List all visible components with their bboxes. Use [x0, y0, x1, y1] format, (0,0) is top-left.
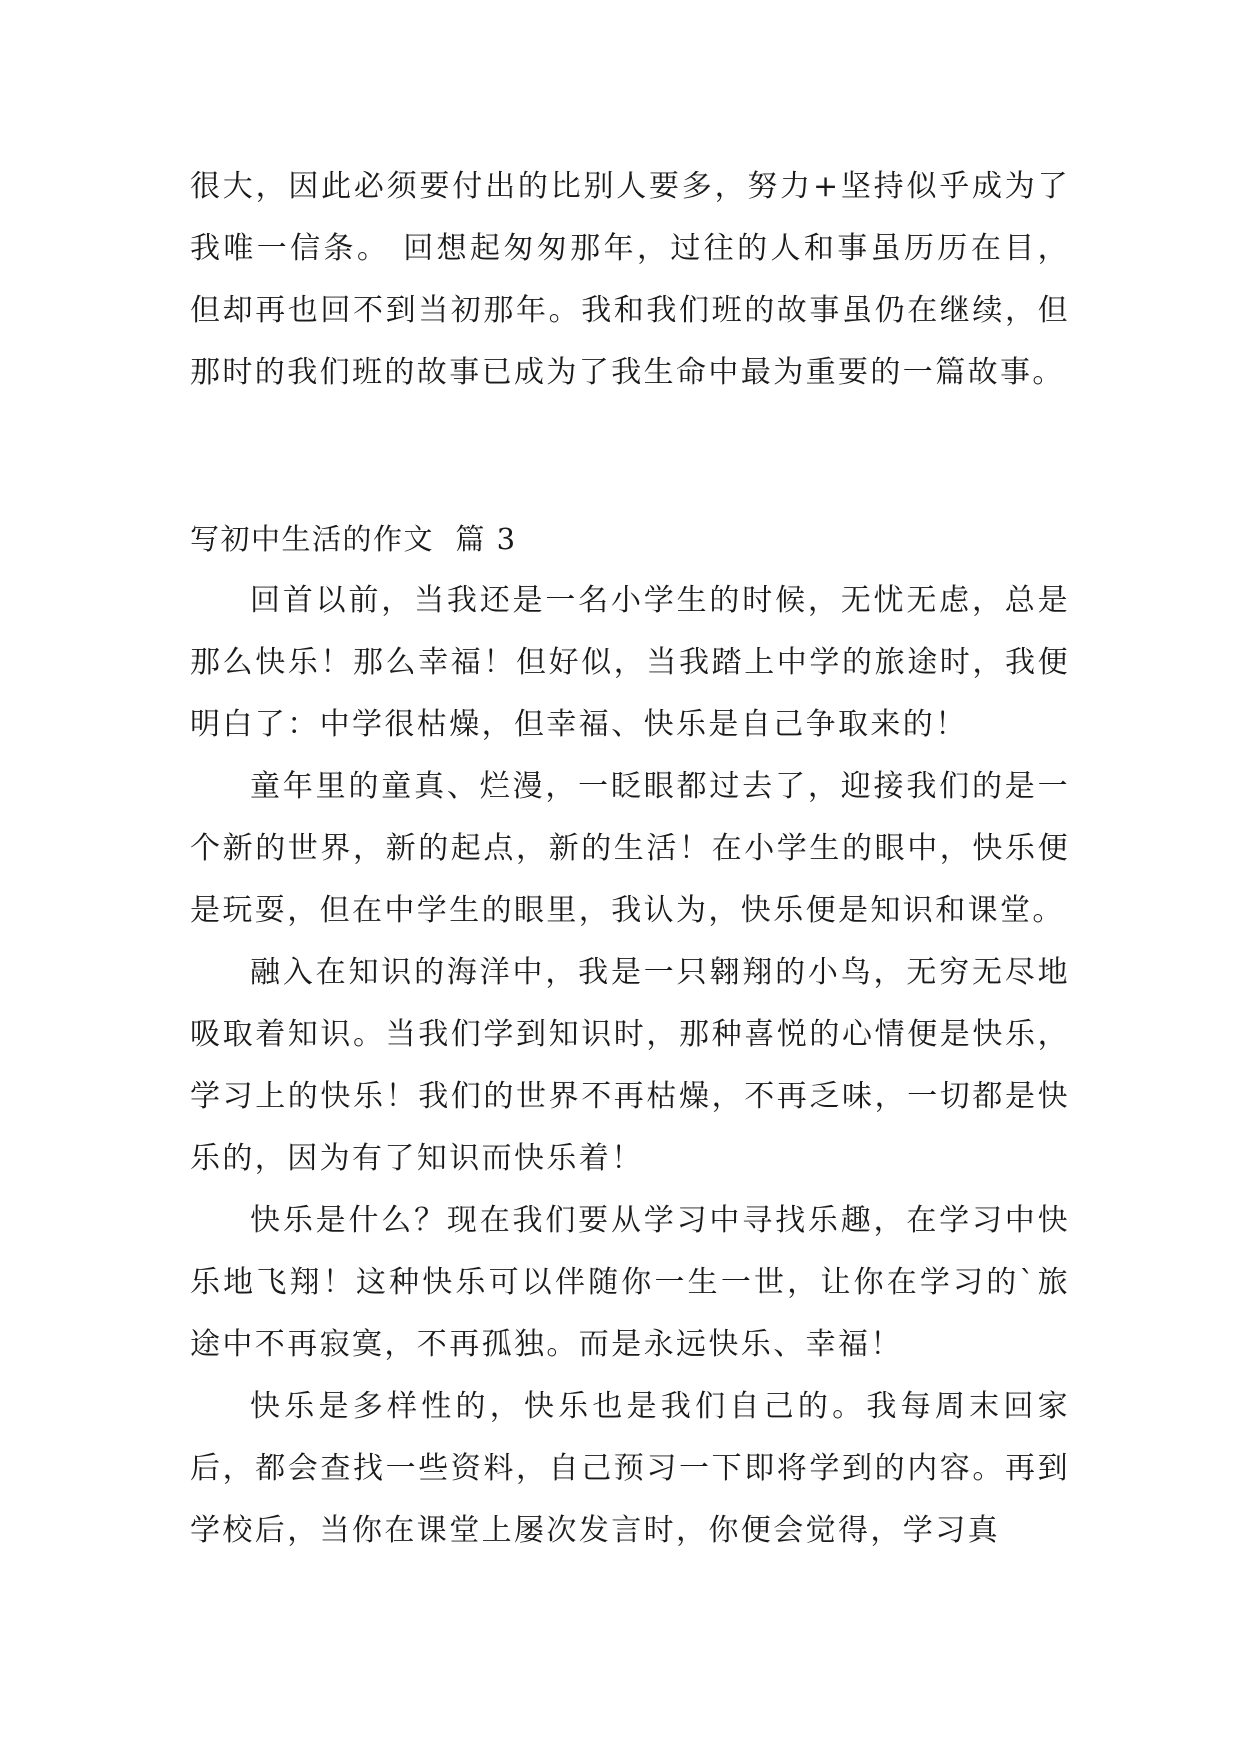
- continuation-text: 很大，因此必须要付出的比别人要多，努力+坚持似乎成为了我唯一信条。 回想起匆匆那年，过往的人和事虽历历在目，但却再也回不到当初那年。我和我们班的故事虽仍在继续，但那时的我们班的故事已成为了我生命中最为重要的一篇故事。: [190, 169, 1070, 390]
- paragraph-4: 快乐是什么？现在我们要从学习中寻找乐趣，在学习中快乐地飞翔！这种快乐可以伴随你一生一世，让你在学习的`旅途中不再寂寞，不再孤独。而是永远快乐、幸福！: [190, 1203, 1070, 1362]
- paragraph-3: 融入在知识的海洋中，我是一只翱翔的小鸟，无穷无尽地吸取着知识。当我们学到知识时，那种喜悦的心情便是快乐，学习上的快乐！我们的世界不再枯燥，不再乏味，一切都是快乐的，因为有了知识而快乐着！: [190, 955, 1070, 1176]
- paragraph-5: 快乐是多样性的，快乐也是我们自己的。我每周末回家后，都会查找一些资料，自己预习一下即将学到的内容。再到学校后，当你在课堂上屡次发言时，你便会觉得，学习真: [190, 1389, 1070, 1548]
- paragraph-2: 童年里的童真、烂漫，一眨眼都过去了，迎接我们的是一个新的世界，新的起点，新的生活！在小学生的眼中，快乐便是玩耍，但在中学生的眼里，我认为，快乐便是知识和课堂。: [190, 769, 1070, 928]
- continuation-paragraph: [190, 156, 1070, 404]
- section-heading: 写初中生活的作文 篇 3: [190, 522, 517, 556]
- essay-body: [190, 570, 1070, 1562]
- paragraph-1: 回首以前，当我还是一名小学生的时候，无忧无虑，总是那么快乐！那么幸福！但好似，当我踏上中学的旅途时，我便明白了：中学很枯燥，但幸福、快乐是自己争取来的！: [190, 583, 1070, 742]
